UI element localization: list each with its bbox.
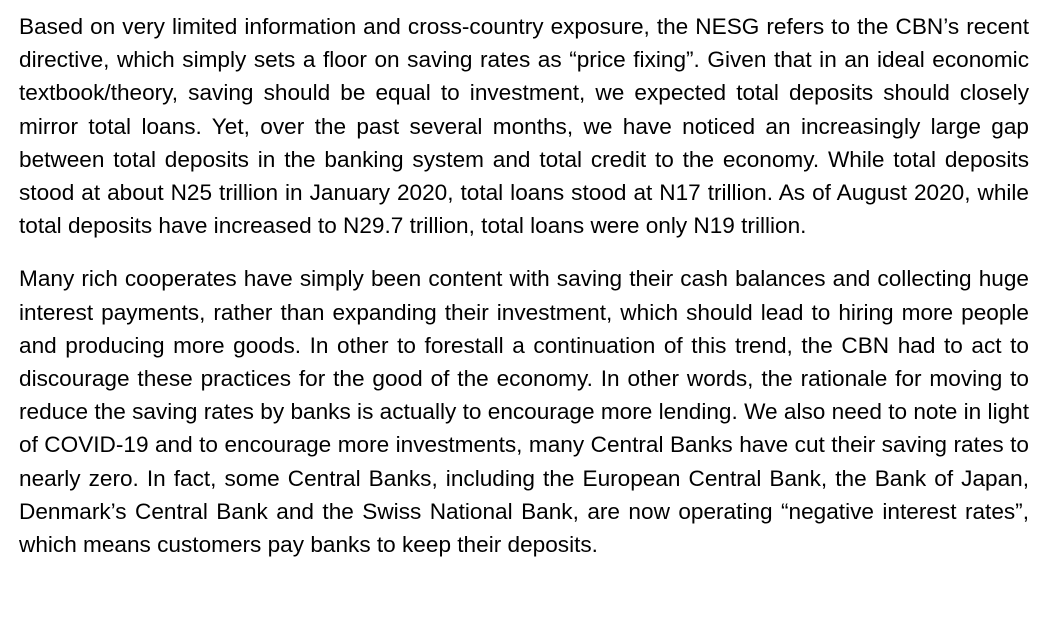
paragraph-deposits-loans-gap: Based on very limited information and cross-country exposure, the NESG refers to the CBN’s recent directive, which simply sets a floor on saving rates as “price fixing”. Given that in an ideal economic textbook/theory, saving should be equal to investment, we expected total deposits should closely mirror total loans. Yet, over the past several months, we have noticed an increasingly large gap between total deposits in the banking system and total credit to the economy. While total deposits stood at about N25 trillion in January 2020, total loans stood at N17 trillion. As of August 2020, while total deposits have increased to N29.7 trillion, total loans were only N19 trillion.	[19, 14, 1029, 239]
document-body	[19, 10, 1029, 561]
paragraph-cbn-rationale: Many rich cooperates have simply been content with saving their cash balances and collecting huge interest payments, rather than expanding their investment, which should lead to hiring more people and producing more goods. In other to forestall a continuation of this trend, the CBN had to act to discourage these practices for the good of the economy. In other words, the rationale for moving to reduce the saving rates by banks is actually to encourage more lending. We also need to note in light of COVID-19 and to encourage more investments, many Central Banks have cut their saving rates to nearly zero. In fact, some Central Banks, including the European Central Bank, the Bank of Japan, Denmark’s Central Bank and the Swiss National Bank, are now operating “negative interest rates”, which means customers pay banks to keep their deposits.	[19, 266, 1029, 558]
